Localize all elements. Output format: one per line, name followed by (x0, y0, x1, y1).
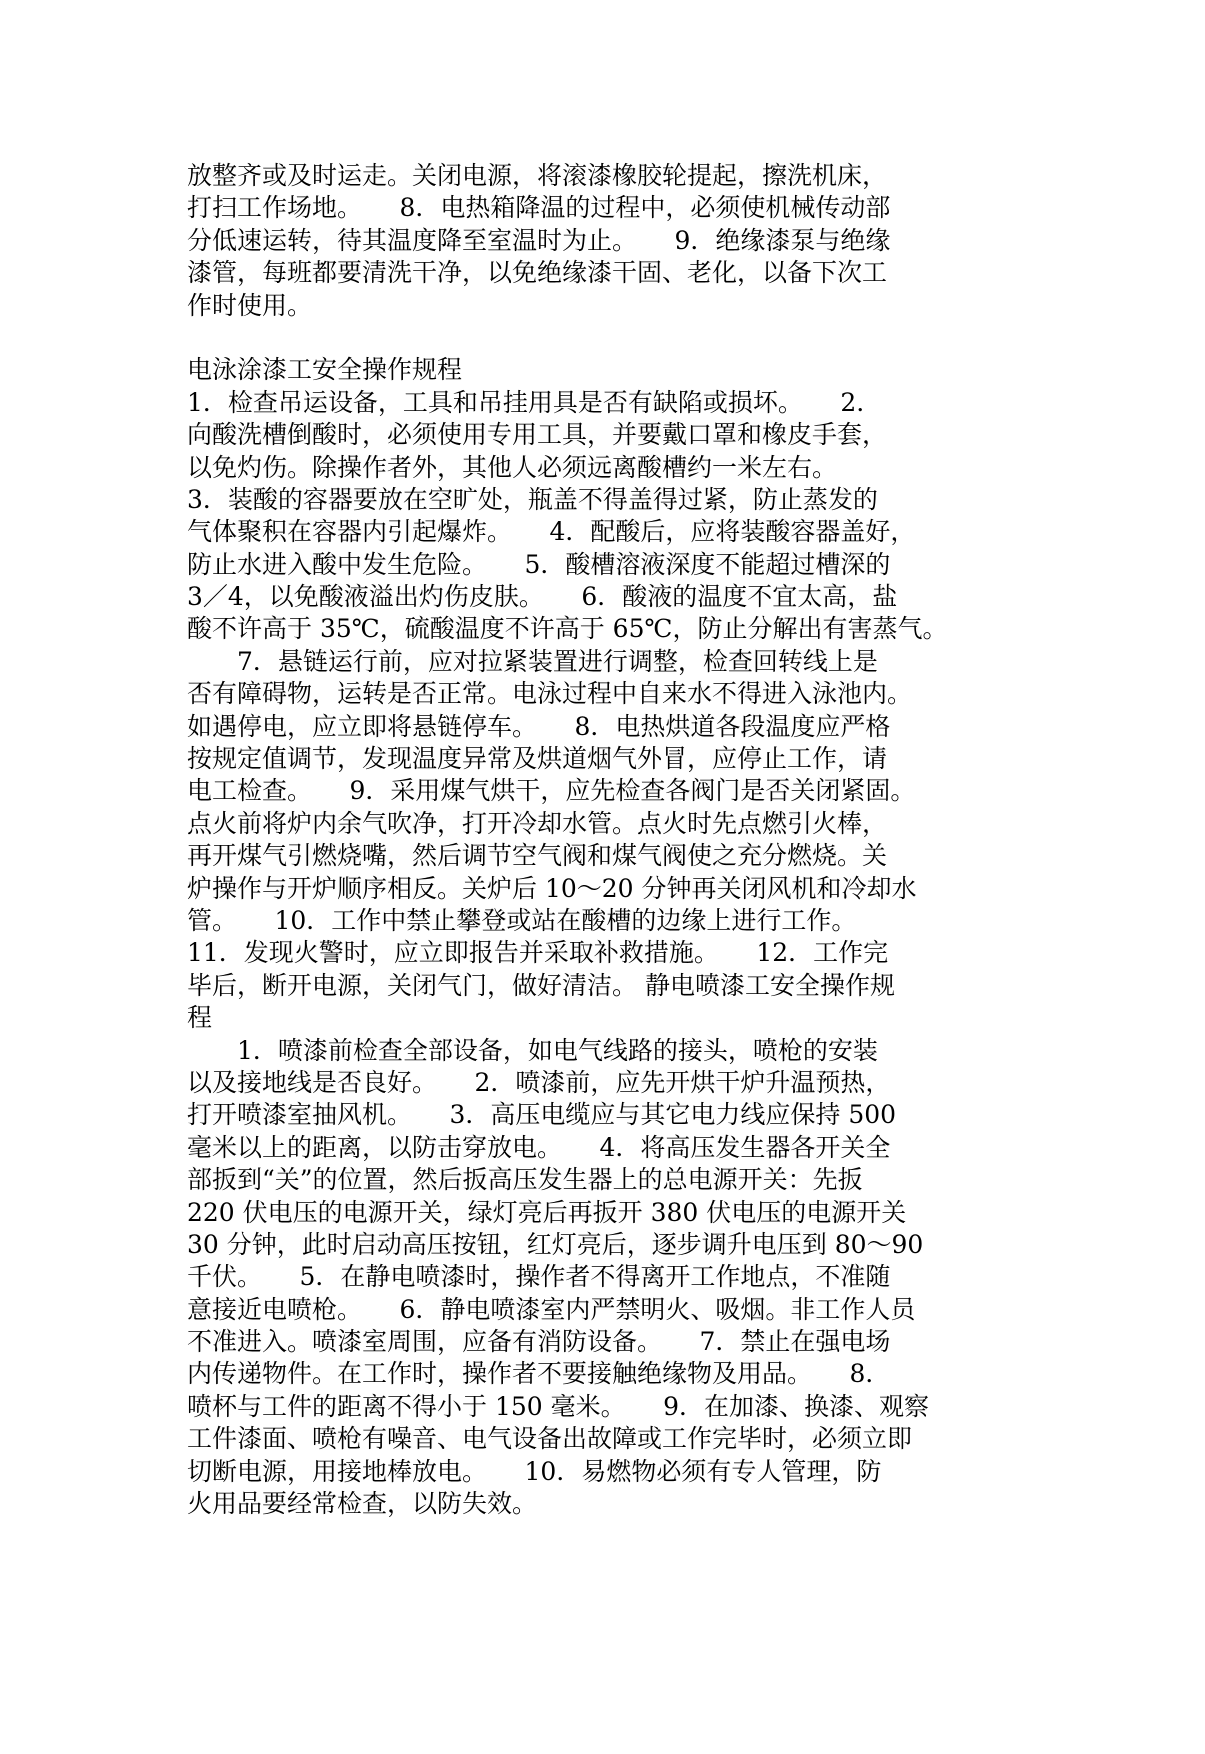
text-line: 部扳到“关”的位置，然后扳高压发生器上的总电源开关：先扳 (187, 1165, 863, 1195)
intro-paragraph (187, 160, 1022, 322)
text-line: 以免灼伤。除操作者外，其他人必须远离酸槽约一米左右。 (187, 452, 838, 482)
text-line: 1．喷漆前检查全部设备，如电气线路的接头，喷枪的安装 (187, 1035, 878, 1065)
text-line: 1．检查吊运设备，工具和吊挂用具是否有缺陷或损坏。 2． (187, 387, 882, 417)
text-line: 管。 10．工作中禁止攀登或站在酸槽的边缘上进行工作。 (187, 905, 857, 935)
text-line: 喷杯与工件的距离不得小于 150 毫米。 9．在加漆、换漆、观察 (187, 1391, 930, 1421)
text-line: 放整齐或及时运走。关闭电源，将滚漆橡胶轮提起，擦洗机床， (187, 161, 888, 190)
text-line: 程 (187, 1003, 213, 1033)
text-line: 按规定值调节，发现温度异常及烘道烟气外冒，应停止工作，请 (187, 744, 888, 774)
text-line: 向酸洗槽倒酸时，必须使用专用工具，并要戴口罩和橡皮手套， (187, 420, 888, 450)
section-title: 电泳涂漆工安全操作规程 (187, 355, 463, 385)
text-line: 220 伏电压的电源开关，绿灯亮后再扳开 380 伏电压的电源开关 (187, 1197, 907, 1227)
text-line: 毫米以上的距离，以防击穿放电。 4．将高压发生器各开关全 (187, 1132, 891, 1162)
text-line: 切断电源，用接地棒放电。 10．易燃物必须有专人管理，防 (187, 1456, 882, 1486)
text-line: 打扫工作场地。 8．电热箱降温的过程中，必须使机械传动部 (187, 193, 891, 223)
text-line: 漆管，每班都要清洗干净，以免绝缘漆干固、老化，以备下次工 (187, 258, 888, 288)
text-line: 防止水进入酸中发生危险。 5．酸槽溶液深度不能超过槽深的 (187, 549, 891, 579)
document-text (187, 160, 1022, 1520)
text-line: 电工检查。 9．采用煤气烘干，应先检查各阀门是否关闭紧固。 (187, 776, 916, 806)
text-line: 毕后，断开电源，关闭气门，做好清洁。 静电喷漆工安全操作规 (187, 970, 895, 1000)
text-line: 意接近电喷枪。 6．静电喷漆室内严禁明火、吸烟。非工作人员 (187, 1294, 916, 1324)
text-line: 30 分钟，此时启动高压按钮，红灯亮后，逐步调升电压到 80～90 (187, 1229, 924, 1259)
text-line: 如遇停电，应立即将悬链停车。 8．电热烘道各段温度应严格 (187, 711, 891, 741)
text-line: 7．悬链运行前，应对拉紧装置进行调整，检查回转线上是 (187, 646, 878, 676)
text-line: 3／4，以免酸液溢出灼伤皮肤。 6．酸液的温度不宜太高，盐 (187, 582, 898, 612)
text-line: 打开喷漆室抽风机。 3．高压电缆应与其它电力线应保持 500 (187, 1100, 897, 1130)
text-line: 作时使用。 (187, 290, 313, 320)
text-line: 气体聚积在容器内引起爆炸。 4．配酸后，应将装酸容器盖好， (187, 517, 916, 547)
text-line: 11．发现火警时，应立即报告并采取补救措施。 12．工作完 (187, 938, 889, 968)
text-line: 炉操作与开炉顺序相反。关炉后 10～20 分钟再关闭风机和冷却水 (187, 873, 917, 903)
text-line: 不准进入。喷漆室周围，应备有消防设备。 7．禁止在强电场 (187, 1327, 891, 1357)
text-line: 再开煤气引燃烧嘴，然后调节空气阀和煤气阀使之充分燃烧。关 (187, 841, 888, 871)
text-line: 否有障碍物，运转是否正常。电泳过程中自来水不得进入泳池内。 (187, 679, 913, 709)
text-line: 3．装酸的容器要放在空旷处，瓶盖不得盖得过紧，防止蒸发的 (187, 484, 878, 514)
text-line: 内传递物件。在工作时，操作者不要接触绝缘物及用品。 8． (187, 1359, 891, 1389)
text-line: 工件漆面、喷枪有噪音、电气设备出故障或工作完毕时，必须立即 (187, 1424, 913, 1454)
text-line: 千伏。 5．在静电喷漆时，操作者不得离开工作地点，不准随 (187, 1262, 891, 1292)
text-line: 火用品要经常检查，以防失效。 (187, 1489, 538, 1519)
text-line: 分低速运转，待其温度降至室温时为止。 9．绝缘漆泵与绝缘 (187, 225, 891, 255)
paragraph-gap (187, 322, 1022, 354)
text-line: 酸不许高于 35℃，硫酸温度不许高于 65℃，防止分解出有害蒸气。 (187, 614, 948, 644)
body-paragraph (187, 387, 1022, 1521)
text-line: 点火前将炉内余气吹净，打开冷却水管。点火时先点燃引火棒， (187, 808, 888, 838)
text-line: 以及接地线是否良好。 2．喷漆前，应先开烘干炉升温预热， (187, 1067, 891, 1097)
